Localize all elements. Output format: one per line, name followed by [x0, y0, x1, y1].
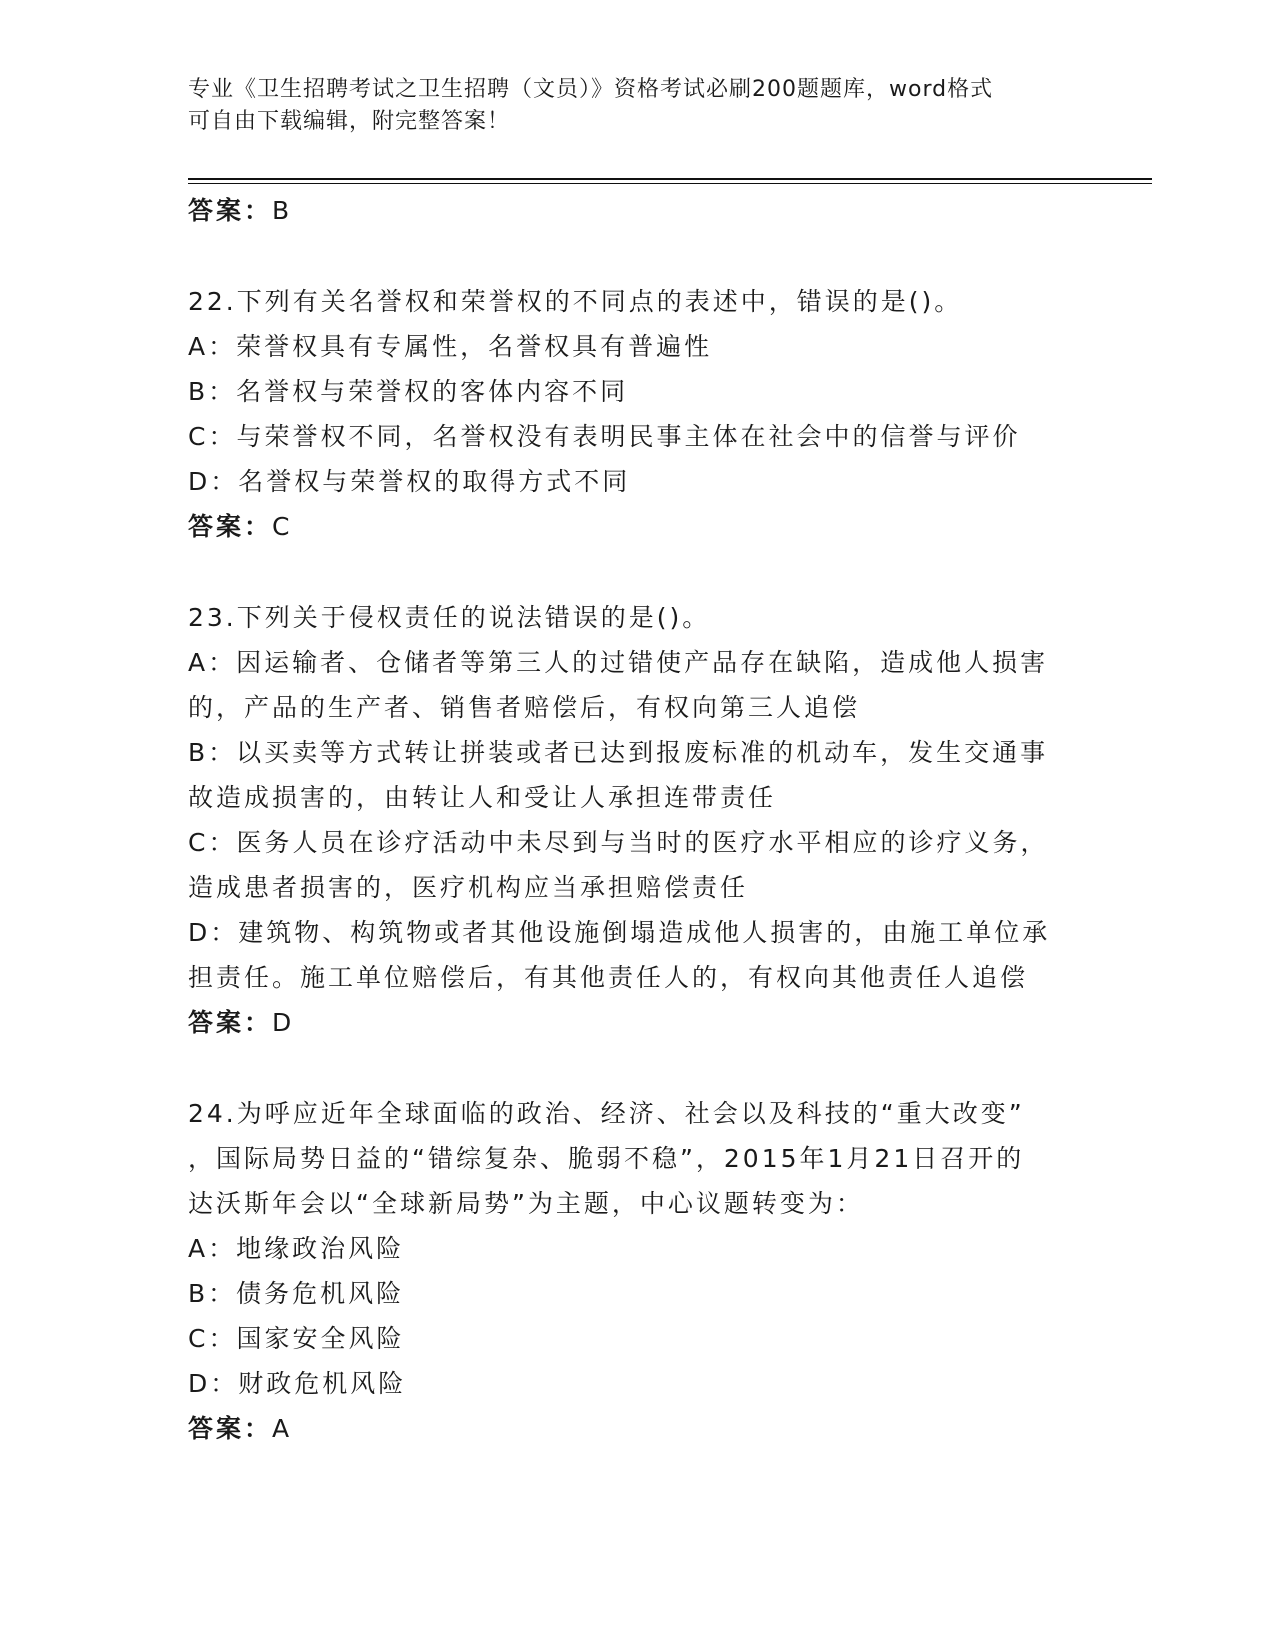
- question-stem: 22.下列有关名誉权和荣誉权的不同点的表述中，错误的是()。: [188, 287, 963, 316]
- option-a-cont: 的，产品的生产者、销售者赔偿后，有权向第三人追偿: [188, 693, 861, 722]
- document-header: [188, 74, 1088, 138]
- option-d: D：建筑物、构筑物或者其他设施倒塌造成他人损害的，由施工单位承: [188, 918, 1051, 947]
- question-stem-cont: 达沃斯年会以“全球新局势”为主题，中心议题转变为：: [188, 1189, 864, 1218]
- question-stem: 23.下列关于侵权责任的说法错误的是()。: [188, 603, 711, 632]
- question-answer: [188, 1406, 1088, 1451]
- spacer: [188, 1045, 1088, 1091]
- answer-value: D: [272, 1008, 295, 1037]
- option-a: A：地缘政治风险: [188, 1234, 405, 1263]
- option-b: B：以买卖等方式转让拼装或者已达到报废标准的机动车，发生交通事: [188, 738, 1049, 767]
- header-line-1: 专业《卫生招聘考试之卫生招聘（文员）》资格考试必刷200题题库，word格式: [188, 77, 994, 102]
- answer-value: B: [272, 196, 293, 225]
- previous-answer: [188, 188, 1088, 233]
- option-c: C：医务人员在诊疗活动中未尽到与当时的医疗水平相应的诊疗义务，: [188, 828, 1049, 857]
- option-d-cont: 担责任。施工单位赔偿后，有其他责任人的，有权向其他责任人追偿: [188, 963, 1029, 992]
- question-stem-cont: ，国际局势日益的“错综复杂、脆弱不稳”，2015年1月21日召开的: [188, 1144, 1025, 1173]
- option-b-cont: 故造成损害的，由转让人和受让人承担连带责任: [188, 783, 777, 812]
- header-divider-thick: [188, 178, 1152, 180]
- option-c: C：与荣誉权不同，名誉权没有表明民事主体在社会中的信誉与评价: [188, 422, 1021, 451]
- header-divider-thin: [188, 183, 1152, 184]
- option-b: B：名誉权与荣誉权的客体内容不同: [188, 377, 629, 406]
- question-block: [188, 595, 1088, 1045]
- answer-label: 答案：: [188, 1414, 273, 1443]
- answer-label: 答案：: [188, 512, 273, 541]
- option-a: A：荣誉权具有专属性，名誉权具有普遍性: [188, 332, 713, 361]
- spacer: [188, 549, 1088, 595]
- option-c-cont: 造成患者损害的，医疗机构应当承担赔偿责任: [188, 873, 749, 902]
- option-d: D：名誉权与荣誉权的取得方式不同: [188, 467, 631, 496]
- option-c: C：国家安全风险: [188, 1324, 405, 1353]
- question-stem: 24.为呼应近年全球面临的政治、经济、社会以及科技的“重大改变”: [188, 1099, 1025, 1128]
- answer-value: C: [272, 512, 293, 541]
- spacer: [188, 233, 1088, 279]
- question-list: [188, 188, 1088, 1451]
- header-line-2: 可自由下载编辑，附完整答案！: [188, 109, 511, 134]
- option-a: A：因运输者、仓储者等第三人的过错使产品存在缺陷，造成他人损害: [188, 648, 1049, 677]
- question-block: [188, 1091, 1088, 1451]
- answer-label: 答案：: [188, 196, 273, 225]
- option-b: B：债务危机风险: [188, 1279, 405, 1308]
- answer-label: 答案：: [188, 1008, 273, 1037]
- question-answer: [188, 504, 1088, 549]
- question-block: [188, 279, 1088, 549]
- question-answer: [188, 1000, 1088, 1045]
- option-d: D：财政危机风险: [188, 1369, 407, 1398]
- answer-value: A: [272, 1414, 293, 1443]
